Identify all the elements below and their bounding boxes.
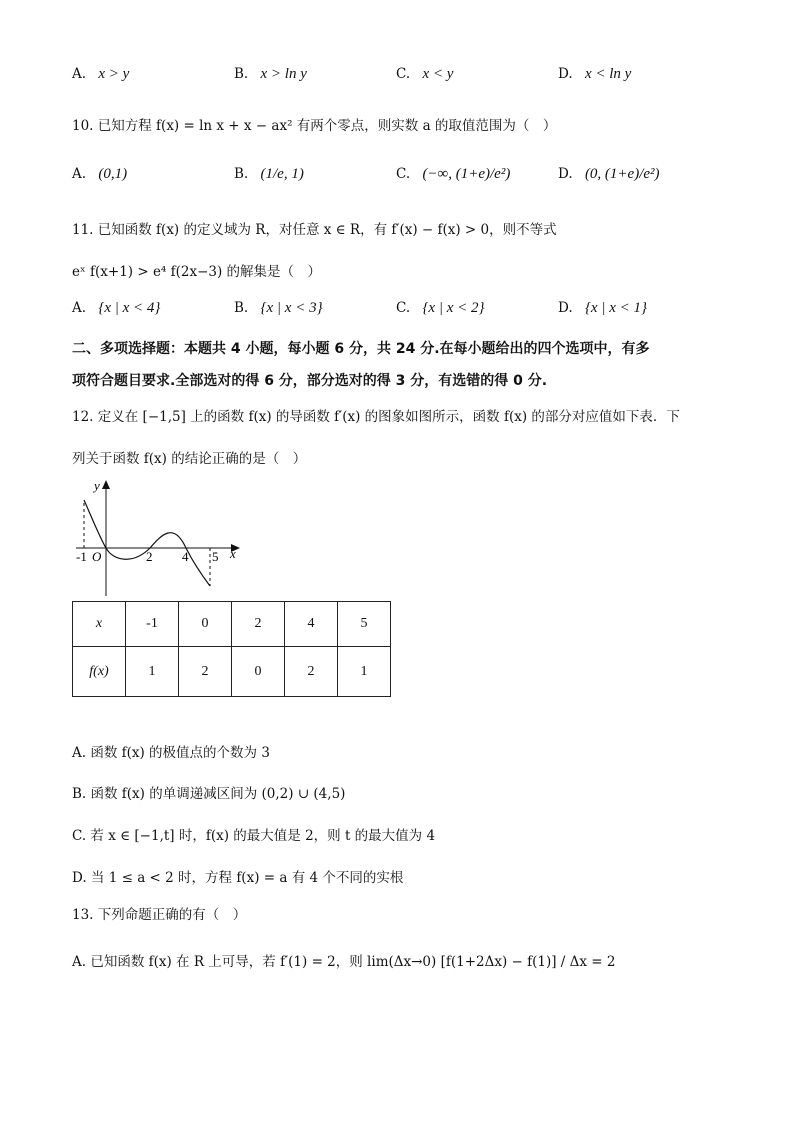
- option-text: x > y: [98, 66, 130, 82]
- q11-option-d: [558, 300, 647, 317]
- option-text: {x | x < 4}: [98, 300, 161, 316]
- option-text: {x | x < 1}: [584, 300, 647, 316]
- table-cell: 2: [179, 647, 232, 697]
- table-row: [73, 602, 391, 647]
- q12-stem-line2: 列关于函数 f(x) 的结论正确的是（ ）: [72, 451, 307, 467]
- option-label: C.: [396, 66, 411, 82]
- q12-values-table: [72, 601, 391, 697]
- graph-tick-5: 5: [212, 549, 219, 564]
- option-text: {x | x < 3}: [260, 300, 323, 316]
- table-cell: 1: [126, 647, 179, 697]
- option-label: D.: [558, 300, 573, 316]
- option-text: x < ln y: [584, 66, 632, 82]
- option-label: B.: [234, 166, 249, 182]
- option-label: D.: [558, 166, 573, 182]
- table-cell: 0: [232, 647, 285, 697]
- q12-stem-line1: 12. 定义在 [−1,5] 上的函数 f(x) 的导函数 f′(x) 的图象如图所示，函数 f(x) 的部分对应值如下表．下: [72, 409, 680, 425]
- q10-option-c: [396, 166, 510, 183]
- option-label: D.: [558, 66, 573, 82]
- table-cell: -1: [126, 602, 179, 647]
- q10-option-b: [234, 166, 304, 183]
- graph-tick-4: 4: [182, 549, 189, 564]
- table-cell: 5: [338, 602, 391, 647]
- q12-option-b: B. 函数 f(x) 的单调递减区间为 (0,2) ∪ (4,5): [72, 786, 346, 802]
- option-text: x > ln y: [260, 66, 307, 82]
- q13-option-a: A. 已知函数 f(x) 在 R 上可导，若 f′(1) = 2，则 lim(Δx→0) [f(1+2Δx) − f(1)] / Δx = 2: [72, 954, 616, 970]
- q11-stem-line1: 11. 已知函数 f(x) 的定义域为 R，对任意 x ∈ R，有 f′(x) − f(x) > 0，则不等式: [72, 222, 557, 238]
- derivative-graph: [70, 478, 250, 598]
- q12-option-d: D. 当 1 ≤ a < 2 时，方程 f(x) = a 有 4 个不同的实根: [72, 870, 404, 886]
- q10-option-d: [558, 166, 660, 183]
- table-header-x: x: [73, 602, 126, 647]
- q11-option-c: [396, 300, 485, 317]
- q9-option-a: [72, 66, 129, 83]
- option-text: (1/e, 1): [260, 166, 304, 182]
- table-cell: 4: [285, 602, 338, 647]
- option-label: A.: [72, 166, 87, 182]
- q11-option-b: [234, 300, 323, 317]
- table-cell: 2: [232, 602, 285, 647]
- q9-option-c: [396, 66, 453, 83]
- option-label: C.: [396, 300, 411, 316]
- option-text: (0, (1+e)/e²): [584, 166, 660, 182]
- q9-option-b: [234, 66, 307, 83]
- graph-origin-label: O: [92, 549, 102, 564]
- table-cell: 0: [179, 602, 232, 647]
- table-header-fx: f(x): [73, 647, 126, 697]
- graph-tick-2: 2: [146, 549, 153, 564]
- q10-option-a: [72, 166, 127, 183]
- graph-x-label: x: [230, 546, 236, 561]
- graph-y-label: y: [94, 478, 100, 493]
- q12-option-c: C. 若 x ∈ [−1,t] 时，f(x) 的最大值是 2，则 t 的最大值为 4: [72, 828, 436, 844]
- option-text: (−∞, (1+e)/e²): [422, 166, 511, 182]
- table-row: [73, 647, 391, 697]
- option-text: (0,1): [98, 166, 128, 182]
- table-cell: 2: [285, 647, 338, 697]
- section-heading-line1: 二、多项选择题：本题共 4 小题，每小题 6 分，共 24 分.在每小题给出的四个选项中，有多: [72, 341, 650, 357]
- option-label: B.: [234, 300, 249, 316]
- option-label: A.: [72, 66, 87, 82]
- option-label: B.: [234, 66, 249, 82]
- q12-option-a: A. 函数 f(x) 的极值点的个数为 3: [72, 745, 270, 761]
- q11-stem-line2: eˣ f(x+1) > e⁴ f(2x−3) 的解集是（ ）: [72, 264, 322, 280]
- q9-option-d: [558, 66, 631, 83]
- graph-tick-neg1: -1: [76, 549, 87, 564]
- section-heading-line2: 项符合题目要求.全部选对的得 6 分，部分选对的得 3 分，有选错的得 0 分.: [72, 373, 548, 389]
- option-text: {x | x < 2}: [422, 300, 485, 316]
- option-text: x < y: [422, 66, 454, 82]
- q11-option-a: [72, 300, 160, 317]
- q13-stem: 13. 下列命题正确的有（ ）: [72, 907, 247, 923]
- table-cell: 1: [338, 647, 391, 697]
- option-label: C.: [396, 166, 411, 182]
- q10-stem: 10. 已知方程 f(x) = ln x + x − ax² 有两个零点，则实数 a 的取值范围为（ ）: [72, 118, 557, 134]
- option-label: A.: [72, 300, 87, 316]
